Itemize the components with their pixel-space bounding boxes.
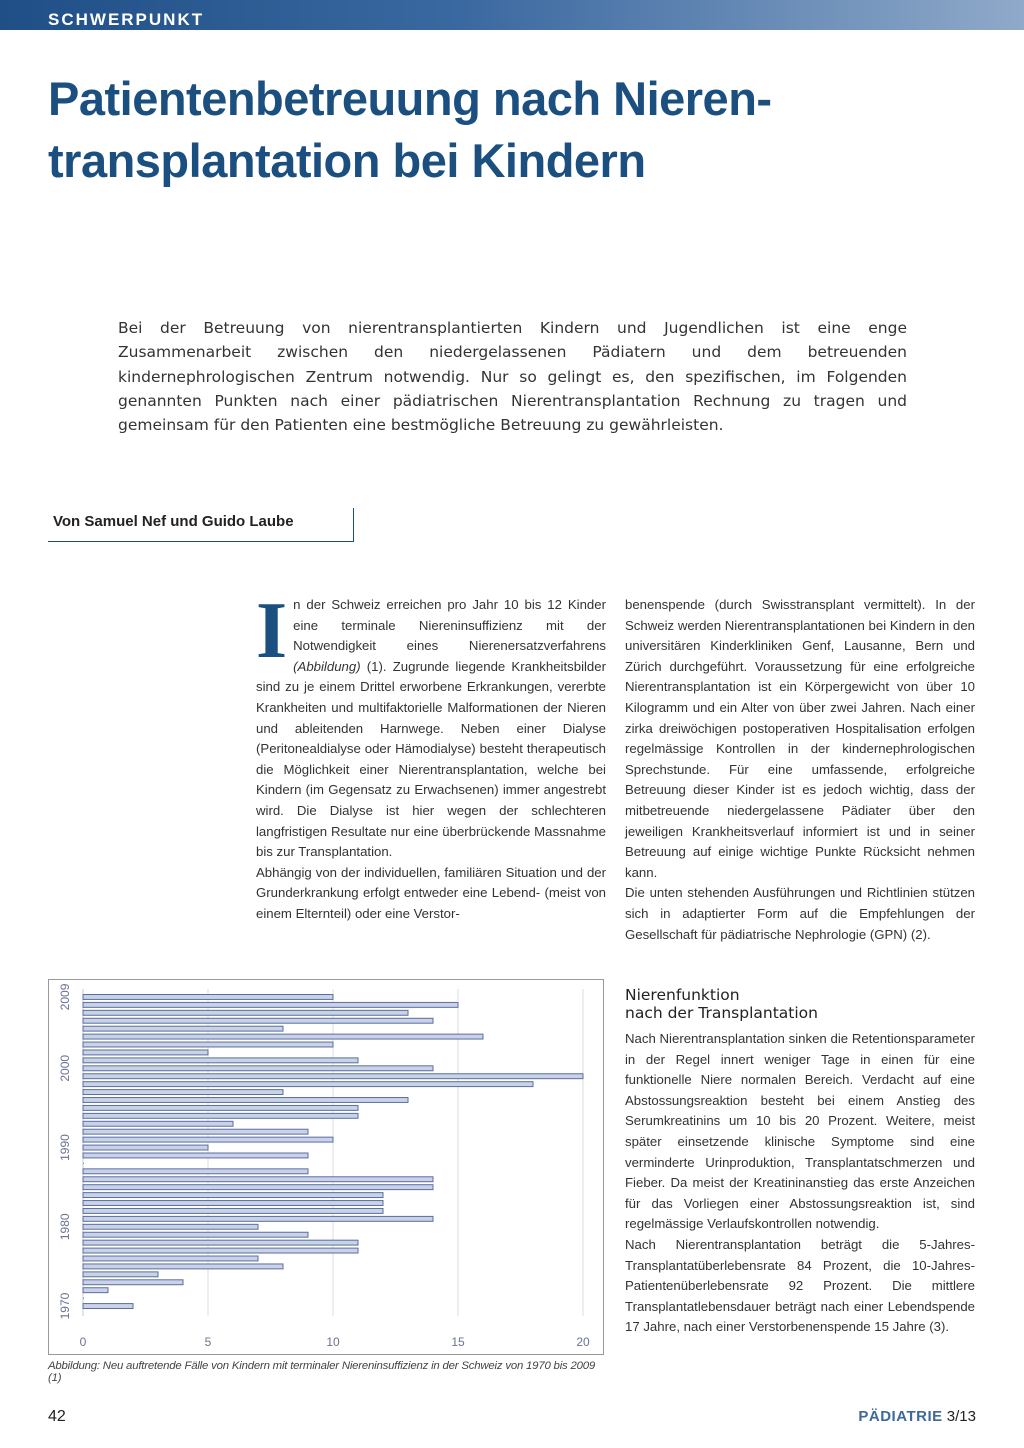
body-paragraph: In der Schweiz erreichen pro Jahr 10 bis 12 Kinder eine terminale Niereninsuffizienz mit der Notwendigkeit eines Nierenersatzverfahrens (Abbildung) (1). Zugrunde liegende Krankheitsbilder sind zu je einem Drittel erworbene Erkrankungen, vererbte Krankheiten und multifaktorielle Malformationen der Nieren und ableitenden Harnwege. Neben einer Dialyse (Peritonealdialyse oder Hämodialyse) besteht therapeutisch die Möglichkeit einer Nierentransplantation, welche bei Kindern (im Gegensatz zu Erwachsenen) immer angestrebt wird. Die Dialyse ist hier wegen der schlechteren langfristigen Resultate nur eine überbrückende Massnahme bis zur Transplantation. xyxy=(256,587,606,860)
body-paragraph: Abhängig von der individuellen, familiären Situation und der Grunderkrankung erfolgt entweder eine Lebend- (meist von einem Elternteil) oder eine Verstor- xyxy=(256,864,606,921)
bar-2005 xyxy=(83,1026,283,1031)
title-line-1: Patientenbetreuung nach Nieren- xyxy=(48,72,772,125)
bar-2004 xyxy=(83,1034,483,1039)
figure-chart xyxy=(48,979,604,1355)
bar-1999 xyxy=(83,1074,583,1079)
subhead-line-2: nach der Transplantation xyxy=(625,1004,818,1022)
page-number: 42 xyxy=(48,1408,66,1425)
y-tick-label: 2009 xyxy=(58,983,72,1011)
bar-1991 xyxy=(83,1137,333,1142)
byline-box xyxy=(48,508,354,542)
bar-1985 xyxy=(83,1185,433,1190)
bar-1983 xyxy=(83,1201,383,1206)
bar-1989 xyxy=(83,1153,308,1158)
bar-1982 xyxy=(83,1208,383,1213)
bar-1992 xyxy=(83,1129,308,1134)
bar-2007 xyxy=(83,1010,408,1015)
bar-2002 xyxy=(83,1050,208,1055)
section-subhead xyxy=(625,986,975,1022)
bar-1984 xyxy=(83,1193,383,1198)
bar-2008 xyxy=(83,1002,458,1007)
journal-issue: 3/13 xyxy=(946,1408,976,1425)
bar-1986 xyxy=(83,1177,433,1182)
x-tick-label: 15 xyxy=(451,1335,465,1349)
bar-1975 xyxy=(83,1264,283,1269)
x-tick-label: 5 xyxy=(204,1335,212,1349)
body-column-3 xyxy=(625,1029,975,1338)
bar-1993 xyxy=(83,1121,233,1126)
figure-reference: (Abbildung) xyxy=(293,658,361,674)
bar-1996 xyxy=(83,1098,408,1103)
x-tick-label: 0 xyxy=(79,1335,87,1349)
body-paragraph: Nach Nierentransplantation sinken die Retentionsparameter in der Regel innert weniger Tage in einen für eine funktionelle Niere normalen Bereich. Verdacht auf eine Abstossungsreaktion besteht bei einem Anstieg des Serumkreatinins um 10 bis 20 Prozent. Weitere, meist später einsetzende klinische Symptome sind eine verminderte Urinproduktion, Transplantatschmerzen und Fieber. Da meist der Kreatininanstieg das erste Anzeichen für das Vorliegen einer Abstossungsreaktion ist, sind regelmässige Verlaufskontrollen notwendig. xyxy=(625,1031,975,1232)
bar-1977 xyxy=(83,1248,358,1253)
body-paragraph: Die unten stehenden Ausführungen und Richtlinien stützen sich in adaptierter Form auf die Empfehlungen der Gesellschaft für pädiatrische Nephrologie (GPN) (2). xyxy=(625,885,975,942)
bar-1994 xyxy=(83,1113,358,1118)
bar-2009 xyxy=(83,995,333,1000)
journal-footer xyxy=(858,1408,976,1425)
bar-2001 xyxy=(83,1058,358,1063)
figure-caption: Abbildung: Neu auftretende Fälle von Kindern mit terminaler Niereninsuffizienz in der Schweiz von 1970 bis 2009 (1) xyxy=(48,1360,596,1384)
bar-chart xyxy=(49,980,603,1354)
y-tick-label: 1980 xyxy=(58,1213,72,1241)
bar-1978 xyxy=(83,1240,358,1245)
body-paragraph: Nach Nierentransplantation beträgt die 5-Jahres-Transplantatüberlebensrate 84 Prozent, die 10-Jahres-Patientenüberlebensrate 92 Prozent. Die mittlere Transplantatlebensdauer beträgt nach einer Lebendspende 17 Jahre, nach einer Verstorbenenspende 15 Jahre (3). xyxy=(625,1236,975,1335)
body-column-1 xyxy=(256,587,606,925)
section-label: SCHWERPUNKT xyxy=(48,10,205,29)
x-tick-label: 10 xyxy=(326,1335,340,1349)
bar-2000 xyxy=(83,1066,433,1071)
bar-1981 xyxy=(83,1216,433,1221)
y-tick-label: 2000 xyxy=(58,1054,72,1082)
bar-1979 xyxy=(83,1232,308,1237)
article-title xyxy=(48,68,988,192)
bar-1995 xyxy=(83,1105,358,1110)
body-column-2 xyxy=(625,595,975,945)
bar-1970 xyxy=(83,1304,133,1309)
drop-cap: I xyxy=(256,587,288,675)
journal-name: PÄDIATRIE xyxy=(858,1408,943,1425)
bar-1973 xyxy=(83,1280,183,1285)
title-line-2: transplantation bei Kindern xyxy=(48,134,646,187)
body-paragraph: benenspende (durch Swisstransplant vermittelt). In der Schweiz werden Nierentransplantationen bei Kindern in den universitären Kinderkliniken Genf, Lausanne, Bern und Zürich durchgeführt. Voraussetzung für eine erfolgreiche Nierentransplantation ist ein Körpergewicht von über 10 Kilogramm und ein Alter von über zwei Jahren. Nach einer zirka dreiwöchigen postoperativen Hospitalisation erfolgen regelmässige Kontrollen in der kindernephrologischen Sprechstunde. Für eine umfassende, erfolgreiche Betreuung dieser Kinder ist es jedoch wichtig, dass der mitbetreuende niedergelassene Pädiater über den jeweiligen Krankheitsverlauf informiert ist und in seiner Betreuung auf einige wichtige Punkte Rücksicht nehmen kann. xyxy=(625,597,975,880)
y-tick-label: 1990 xyxy=(58,1134,72,1161)
bar-1976 xyxy=(83,1256,258,1261)
byline-authors: Von Samuel Nef und Guido Laube xyxy=(53,513,294,530)
bar-1997 xyxy=(83,1090,283,1095)
x-tick-label: 20 xyxy=(576,1335,590,1349)
lead-paragraph: Bei der Betreuung von nierentransplantierten Kindern und Jugendlichen ist eine enge Zusammenarbeit zwischen den niedergelassenen Pädiatern und dem betreuenden kindernephrologischen Zentrum notwendig. Nur so gelingt es, den spezifischen, im Folgenden genannten Punkten nach einer pädiatrischen Nierentransplantation Rechnung zu tragen und gemeinsam für den Patienten eine bestmögliche Betreuung zu gewährleisten. xyxy=(118,319,907,435)
bar-1998 xyxy=(83,1082,533,1087)
subhead-line-1: Nierenfunktion xyxy=(625,986,740,1004)
bar-2006 xyxy=(83,1018,433,1023)
bar-1974 xyxy=(83,1272,158,1277)
bar-1980 xyxy=(83,1224,258,1229)
y-tick-label: 1970 xyxy=(58,1292,72,1320)
bar-2003 xyxy=(83,1042,333,1047)
bar-1990 xyxy=(83,1145,208,1150)
section-banner xyxy=(0,0,1024,30)
bar-1972 xyxy=(83,1288,108,1293)
bar-1987 xyxy=(83,1169,308,1174)
